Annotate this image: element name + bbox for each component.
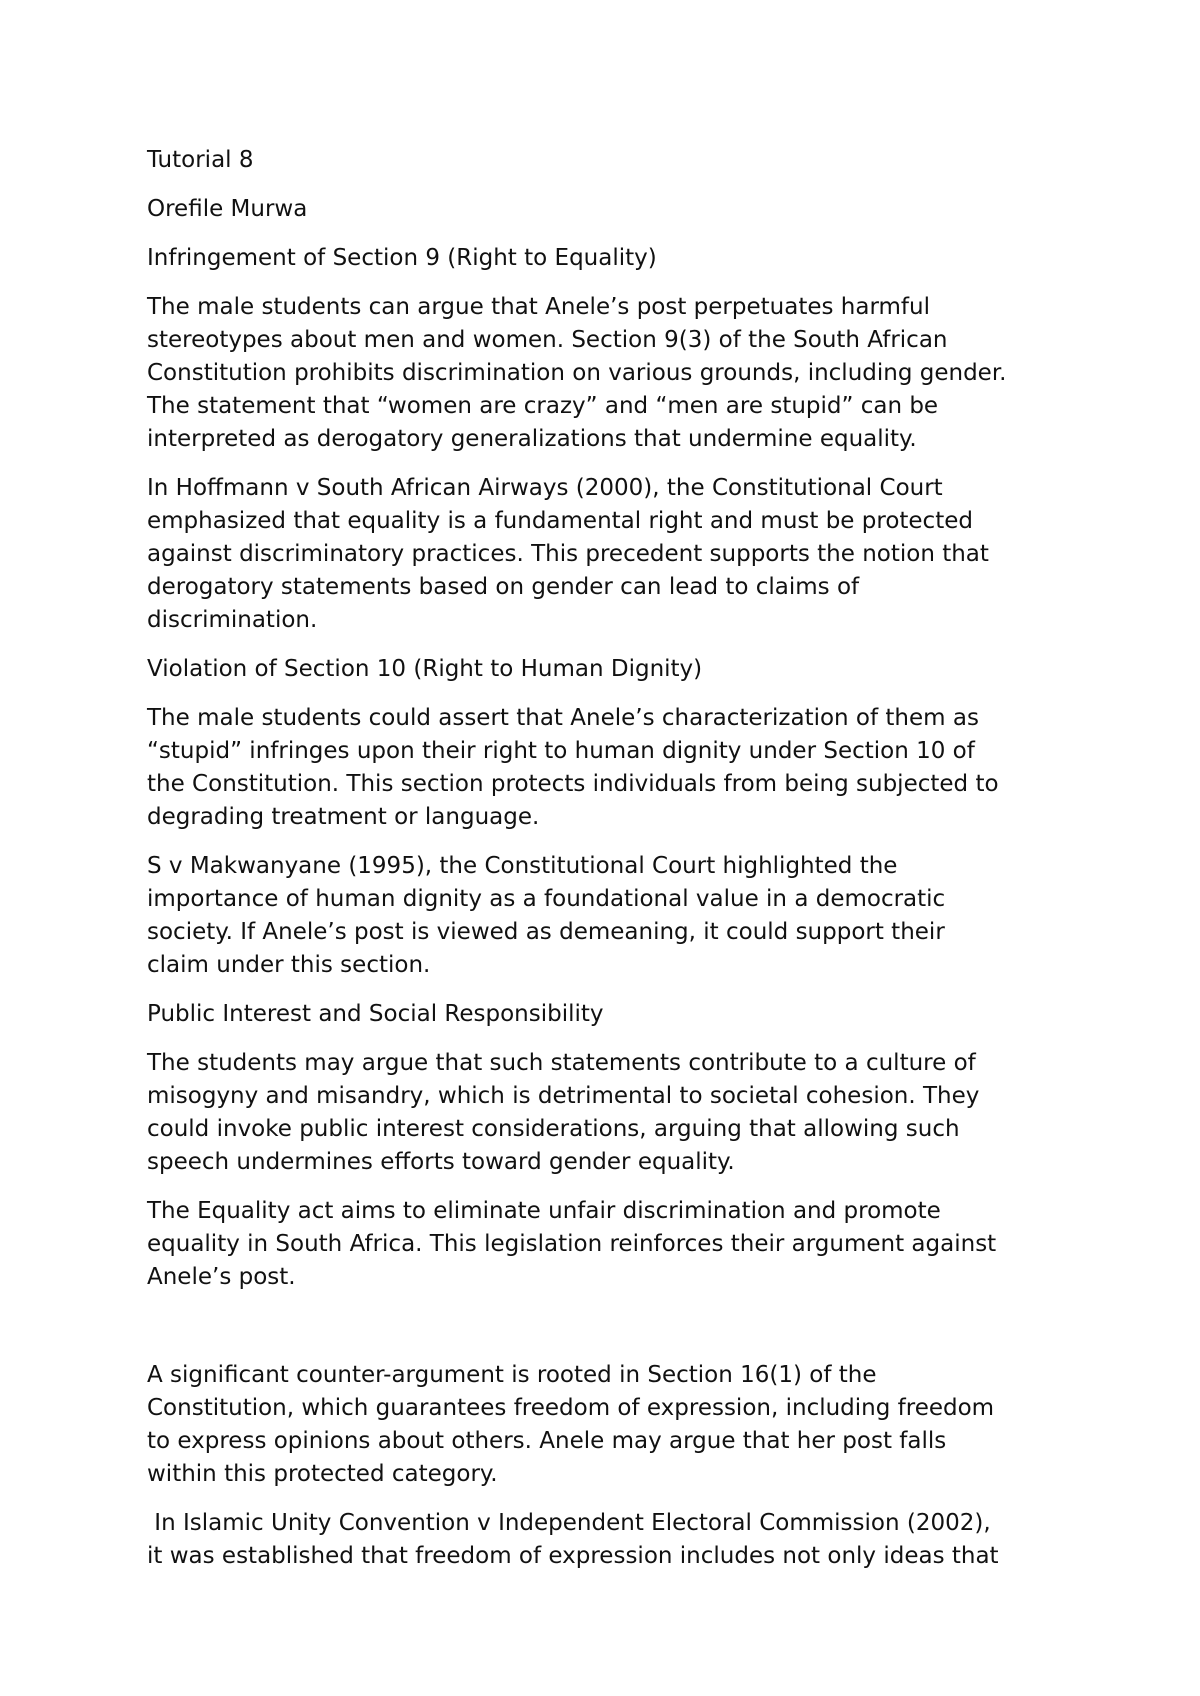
paragraph bbox=[147, 1507, 1087, 1573]
text-line: Anele’s post. bbox=[147, 1264, 296, 1290]
text-line: Constitution prohibits discrimination on various grounds, including gender. bbox=[147, 360, 1007, 386]
text-line: The students may argue that such statements contribute to a culture of bbox=[147, 1050, 976, 1076]
text-line: emphasized that equality is a fundamental right and must be protected bbox=[147, 508, 973, 534]
text-line: importance of human dignity as a foundational value in a democratic bbox=[147, 886, 946, 912]
section-heading: Infringement of Section 9 (Right to Equality) bbox=[147, 245, 657, 271]
paragraph bbox=[147, 1195, 1087, 1294]
text-line: it was established that freedom of expression includes not only ideas that bbox=[147, 1543, 999, 1569]
section-heading: Violation of Section 10 (Right to Human Dignity) bbox=[147, 656, 703, 682]
text-line: In Hoffmann v South African Airways (2000), the Constitutional Court bbox=[147, 475, 943, 501]
text-line: speech undermines efforts toward gender equality. bbox=[147, 1149, 735, 1175]
paragraph bbox=[147, 1359, 1087, 1491]
text-line: equality in South Africa. This legislation reinforces their argument against bbox=[147, 1231, 997, 1257]
text-line: “stupid” infringes upon their right to human dignity under Section 10 of bbox=[147, 738, 975, 764]
text-line: discrimination. bbox=[147, 607, 318, 633]
text-line: society. If Anele’s post is viewed as demeaning, it could support their bbox=[147, 919, 945, 945]
text-line: interpreted as derogatory generalizations that undermine equality. bbox=[147, 426, 917, 452]
text-line: stereotypes about men and women. Section 9(3) of the South African bbox=[147, 327, 948, 353]
text-line: within this protected category. bbox=[147, 1461, 498, 1487]
text-line: The Equality act aims to eliminate unfair discrimination and promote bbox=[147, 1198, 941, 1224]
text-line: claim under this section. bbox=[147, 952, 431, 978]
text-line: to express opinions about others. Anele may argue that her post falls bbox=[147, 1428, 947, 1454]
author-name: Orefile Murwa bbox=[147, 196, 308, 222]
text-line: derogatory statements based on gender can lead to claims of bbox=[147, 574, 860, 600]
paragraph bbox=[147, 702, 1087, 834]
text-line: degrading treatment or language. bbox=[147, 804, 540, 830]
text-line: the Constitution. This section protects individuals from being subjected to bbox=[147, 771, 999, 797]
paragraph bbox=[147, 1047, 1087, 1179]
text-line: Constitution, which guarantees freedom of expression, including freedom bbox=[147, 1395, 995, 1421]
paragraph bbox=[147, 472, 1087, 637]
text-line: The male students could assert that Anele’s characterization of them as bbox=[147, 705, 979, 731]
document-title: Tutorial 8 bbox=[147, 147, 254, 173]
document-body bbox=[147, 144, 1087, 1589]
text-line: In Islamic Unity Convention v Independent Electoral Commission (2002), bbox=[147, 1510, 991, 1536]
paragraph bbox=[147, 850, 1087, 982]
text-line: misogyny and misandry, which is detrimental to societal cohesion. They bbox=[147, 1083, 980, 1109]
text-line: A significant counter-argument is rooted in Section 16(1) of the bbox=[147, 1362, 877, 1388]
section-heading: Public Interest and Social Responsibility bbox=[147, 1001, 604, 1027]
text-line: against discriminatory practices. This precedent supports the notion that bbox=[147, 541, 989, 567]
paragraph bbox=[147, 291, 1087, 456]
text-line: S v Makwanyane (1995), the Constitutional Court highlighted the bbox=[147, 853, 898, 879]
text-line: could invoke public interest considerations, arguing that allowing such bbox=[147, 1116, 960, 1142]
blank-line bbox=[147, 1310, 1087, 1359]
text-line: The statement that “women are crazy” and “men are stupid” can be bbox=[147, 393, 939, 419]
text-line: The male students can argue that Anele’s post perpetuates harmful bbox=[147, 294, 930, 320]
